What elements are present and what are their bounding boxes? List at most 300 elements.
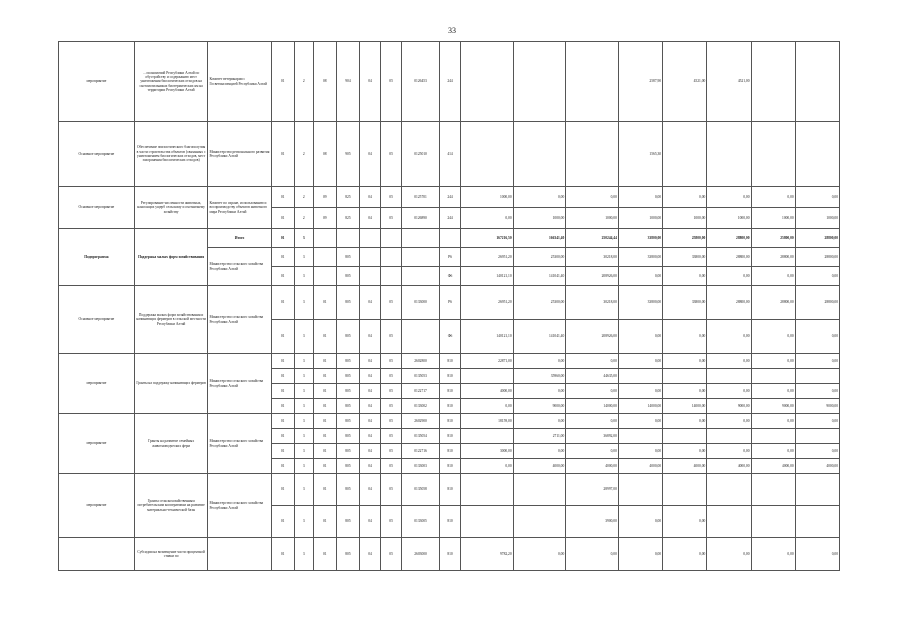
value-cell: 0,00 bbox=[566, 444, 619, 459]
row-name-cell: Гранты сельскохозяйственным потребительским кооперативам на развитие материально-технической базы bbox=[134, 474, 208, 538]
value-cell: 4000,00 bbox=[566, 459, 619, 474]
code-cell: 244 bbox=[439, 208, 460, 229]
value-cell: 25800,00 bbox=[663, 229, 707, 248]
code-cell: 05 bbox=[381, 369, 402, 384]
row-executor-cell: Комитет по охране, использованию и воспроизводству объектов животного мира Республики Алтай bbox=[208, 187, 271, 229]
code-cell: 01 bbox=[313, 474, 336, 506]
value-cell bbox=[566, 122, 619, 187]
code-cell: 904 bbox=[336, 42, 359, 122]
value-cell bbox=[663, 369, 707, 384]
value-cell: 4000,00 bbox=[707, 459, 751, 474]
value-cell: 0,00 bbox=[618, 187, 662, 208]
code-cell: 05 bbox=[381, 384, 402, 399]
code-cell: 05 bbox=[381, 414, 402, 429]
value-cell bbox=[461, 369, 514, 384]
code-cell: 805 bbox=[336, 429, 359, 444]
value-cell: 140121,10 bbox=[461, 320, 514, 354]
table-row bbox=[59, 354, 840, 369]
code-cell: 04 bbox=[360, 444, 381, 459]
code-cell bbox=[402, 248, 440, 267]
value-cell: 1000,00 bbox=[663, 208, 707, 229]
table-body bbox=[59, 42, 840, 571]
value-cell bbox=[663, 429, 707, 444]
code-cell: 805 bbox=[336, 399, 359, 414]
row-type-cell: Основное мероприятие bbox=[59, 286, 135, 354]
value-cell: 0,00 bbox=[513, 444, 566, 459]
code-cell: 01 bbox=[271, 320, 294, 354]
code-cell: 2603000 bbox=[402, 538, 440, 571]
value-cell: 140121,10 bbox=[461, 267, 514, 286]
value-cell bbox=[513, 42, 566, 122]
code-cell: 3 bbox=[294, 429, 313, 444]
value-cell: 0,00 bbox=[795, 267, 839, 286]
row-executor-cell: Министерство сельского хозяйства Республики Алтай bbox=[208, 414, 271, 474]
value-cell: 1000,00 bbox=[751, 208, 795, 229]
value-cell: 0,00 bbox=[663, 320, 707, 354]
value-cell: 30218,00 bbox=[566, 286, 619, 320]
code-cell: 01 bbox=[271, 429, 294, 444]
value-cell: 1000,00 bbox=[513, 208, 566, 229]
row-type-cell: мероприятие bbox=[59, 414, 135, 474]
value-cell bbox=[663, 122, 707, 187]
code-cell: 825 bbox=[336, 208, 359, 229]
code-cell: 805 bbox=[336, 474, 359, 506]
value-cell: 25300,00 bbox=[513, 286, 566, 320]
code-cell: 05 bbox=[381, 399, 402, 414]
code-cell: 0125010 bbox=[402, 122, 440, 187]
row-executor-cell: Министерство сельского хозяйства Республики Алтай bbox=[208, 248, 271, 286]
code-cell bbox=[402, 229, 440, 248]
code-cell: 04 bbox=[360, 286, 381, 320]
row-type-cell: Подпрограмма bbox=[59, 229, 135, 286]
code-cell: 2 bbox=[294, 122, 313, 187]
value-cell: 0,00 bbox=[566, 538, 619, 571]
row-name-cell: Субсидии на возмещение части процентной ставки по bbox=[134, 538, 208, 571]
code-cell: 04 bbox=[360, 384, 381, 399]
value-cell: 2711,00 bbox=[513, 429, 566, 444]
code-cell bbox=[439, 229, 460, 248]
value-cell: 28800,00 bbox=[795, 286, 839, 320]
value-cell: 4521,00 bbox=[663, 42, 707, 122]
code-cell: 01 bbox=[271, 248, 294, 267]
value-cell bbox=[751, 474, 795, 506]
row-type-cell: мероприятие bbox=[59, 474, 135, 538]
code-cell: 05 bbox=[381, 538, 402, 571]
value-cell: 0,00 bbox=[751, 187, 795, 208]
code-cell bbox=[313, 229, 336, 248]
value-cell bbox=[513, 122, 566, 187]
value-cell: 141041,40 bbox=[513, 267, 566, 286]
row-type-cell: Основное мероприятие bbox=[59, 122, 135, 187]
value-cell: 0,00 bbox=[795, 187, 839, 208]
value-cell: 4000,00 bbox=[513, 459, 566, 474]
code-cell: 805 bbox=[336, 369, 359, 384]
value-cell: 33800,00 bbox=[618, 248, 662, 267]
value-cell: 14000,00 bbox=[663, 399, 707, 414]
code-cell: 810 bbox=[439, 414, 460, 429]
code-cell: 805 bbox=[336, 506, 359, 538]
value-cell: 0,00 bbox=[663, 538, 707, 571]
row-type-cell: мероприятие bbox=[59, 42, 135, 122]
code-cell: 0126890 bbox=[402, 208, 440, 229]
code-cell: 3 bbox=[294, 474, 313, 506]
code-cell: 244 bbox=[439, 187, 460, 208]
code-cell: 805 bbox=[336, 414, 359, 429]
code-cell: 04 bbox=[360, 187, 381, 208]
row-executor-cell: Комитет ветеринарии с Госветинспекцией Республики Алтай bbox=[208, 42, 271, 122]
value-cell: 0,00 bbox=[618, 538, 662, 571]
code-cell: 2602900 bbox=[402, 414, 440, 429]
value-cell: 14000,00 bbox=[566, 399, 619, 414]
code-cell: 3 bbox=[294, 538, 313, 571]
value-cell: 0,00 bbox=[707, 538, 751, 571]
code-cell: 01 bbox=[271, 414, 294, 429]
code-cell: 04 bbox=[360, 399, 381, 414]
code-cell: 0135054 bbox=[402, 429, 440, 444]
value-cell: 0,00 bbox=[566, 354, 619, 369]
row-executor-cell: Министерство сельского хозяйства Республики Алтай bbox=[208, 354, 271, 414]
value-cell: 9782,20 bbox=[461, 538, 514, 571]
value-cell: 4000,00 bbox=[751, 459, 795, 474]
code-cell: 01 bbox=[271, 369, 294, 384]
code-cell: 09 bbox=[313, 208, 336, 229]
row-executor-cell: Министерство сельского хозяйства Республики Алтай bbox=[208, 474, 271, 538]
value-cell: 0,00 bbox=[618, 354, 662, 369]
code-cell: 05 bbox=[381, 474, 402, 506]
code-cell: 3 bbox=[294, 384, 313, 399]
code-cell: 0133005 bbox=[402, 506, 440, 538]
code-cell: 0126453 bbox=[402, 42, 440, 122]
code-cell: 244 bbox=[439, 42, 460, 122]
value-cell: 0,00 bbox=[618, 320, 662, 354]
code-cell bbox=[402, 267, 440, 286]
value-cell bbox=[461, 122, 514, 187]
code-cell: 01 bbox=[271, 444, 294, 459]
value-cell bbox=[707, 474, 751, 506]
value-cell: 0,00 bbox=[461, 399, 514, 414]
value-cell: 0,00 bbox=[663, 414, 707, 429]
code-cell: 09 bbox=[313, 187, 336, 208]
value-cell bbox=[461, 506, 514, 538]
page-number: 33 bbox=[448, 26, 456, 35]
value-cell bbox=[707, 506, 751, 538]
value-cell: 0,00 bbox=[618, 384, 662, 399]
code-cell: 2602800 bbox=[402, 354, 440, 369]
code-cell: 810 bbox=[439, 384, 460, 399]
value-cell: 0,00 bbox=[566, 414, 619, 429]
value-cell bbox=[461, 474, 514, 506]
code-cell: 810 bbox=[439, 474, 460, 506]
code-cell bbox=[313, 267, 336, 286]
code-cell: Р6 bbox=[439, 286, 460, 320]
value-cell: 250244,44 bbox=[566, 229, 619, 248]
code-cell: 01 bbox=[271, 384, 294, 399]
value-cell: 0,00 bbox=[663, 267, 707, 286]
code-cell: 05 bbox=[381, 429, 402, 444]
code-cell: 01 bbox=[313, 354, 336, 369]
code-cell: 04 bbox=[360, 320, 381, 354]
value-cell bbox=[513, 506, 566, 538]
row-type-cell: мероприятие bbox=[59, 354, 135, 414]
value-cell: 9000,00 bbox=[513, 399, 566, 414]
code-cell: 3 bbox=[294, 354, 313, 369]
value-cell bbox=[707, 369, 751, 384]
value-cell: 1000,00 bbox=[795, 208, 839, 229]
value-cell: 28800,00 bbox=[707, 229, 751, 248]
value-cell bbox=[751, 369, 795, 384]
code-cell: 805 bbox=[336, 538, 359, 571]
value-cell bbox=[618, 474, 662, 506]
code-cell: 805 bbox=[336, 248, 359, 267]
table-row bbox=[59, 229, 840, 248]
value-cell: 0,00 bbox=[751, 320, 795, 354]
value-cell: 0,00 bbox=[513, 414, 566, 429]
code-cell: 3 bbox=[294, 248, 313, 267]
code-cell: 2 bbox=[294, 187, 313, 208]
value-cell: 28800,00 bbox=[751, 286, 795, 320]
value-cell: 0,00 bbox=[566, 187, 619, 208]
value-cell: 0,00 bbox=[663, 444, 707, 459]
code-cell: 05 bbox=[381, 320, 402, 354]
code-cell: 01 bbox=[313, 506, 336, 538]
value-cell: 0,00 bbox=[461, 459, 514, 474]
value-cell: 0,00 bbox=[513, 354, 566, 369]
value-cell: 0,00 bbox=[513, 384, 566, 399]
value-cell bbox=[513, 474, 566, 506]
code-cell: 05 bbox=[381, 208, 402, 229]
code-cell: 05 bbox=[381, 42, 402, 122]
value-cell: 1565,30 bbox=[618, 122, 662, 187]
code-cell: 01 bbox=[271, 187, 294, 208]
value-cell bbox=[795, 122, 839, 187]
code-cell: 0133002 bbox=[402, 399, 440, 414]
code-cell: 3 bbox=[294, 229, 313, 248]
code-cell bbox=[402, 320, 440, 354]
table-row bbox=[59, 187, 840, 208]
value-cell: 0,00 bbox=[461, 208, 514, 229]
code-cell: Р6 bbox=[439, 248, 460, 267]
value-cell: 166341,40 bbox=[513, 229, 566, 248]
code-cell: 01 bbox=[313, 320, 336, 354]
value-cell bbox=[751, 506, 795, 538]
code-cell: 04 bbox=[360, 42, 381, 122]
value-cell: 4000,00 bbox=[795, 459, 839, 474]
code-cell: 2 bbox=[294, 42, 313, 122]
value-cell: 141041,40 bbox=[513, 320, 566, 354]
value-cell: 22871,00 bbox=[461, 354, 514, 369]
code-cell: 01 bbox=[271, 354, 294, 369]
value-cell: 2587,90 bbox=[618, 42, 662, 122]
code-cell: 01 bbox=[271, 286, 294, 320]
code-cell: 04 bbox=[360, 354, 381, 369]
table-row bbox=[59, 42, 840, 122]
value-cell bbox=[663, 474, 707, 506]
code-cell: 05 bbox=[381, 354, 402, 369]
code-cell: 825 bbox=[336, 187, 359, 208]
value-cell: 1000,00 bbox=[566, 208, 619, 229]
code-cell: 01 bbox=[271, 229, 294, 248]
code-cell: 04 bbox=[360, 369, 381, 384]
value-cell: 9000,00 bbox=[707, 399, 751, 414]
value-cell: 0,00 bbox=[795, 384, 839, 399]
value-cell: 0,00 bbox=[663, 187, 707, 208]
value-cell: 28800,00 bbox=[707, 286, 751, 320]
value-cell: 0,00 bbox=[618, 506, 662, 538]
code-cell: 0135053 bbox=[402, 369, 440, 384]
value-cell: 0,00 bbox=[663, 506, 707, 538]
row-name-cell: Регулирование численности животных, наносящих ущерб сельскому и охотничьему хозяйству bbox=[134, 187, 208, 229]
value-cell bbox=[751, 429, 795, 444]
value-cell: 208926,00 bbox=[566, 267, 619, 286]
value-cell: 28800,00 bbox=[795, 248, 839, 267]
value-cell: 25300,00 bbox=[513, 248, 566, 267]
code-cell: 04 bbox=[360, 459, 381, 474]
code-cell: 01 bbox=[271, 399, 294, 414]
value-cell bbox=[751, 42, 795, 122]
value-cell: 28800,00 bbox=[707, 248, 751, 267]
value-cell bbox=[618, 369, 662, 384]
row-name-cell: Гранты на поддержку начинающих фермеров bbox=[134, 354, 208, 414]
value-cell: 18159,00 bbox=[461, 414, 514, 429]
value-cell: 0,00 bbox=[751, 267, 795, 286]
code-cell: 05 bbox=[381, 506, 402, 538]
code-cell: 01 bbox=[313, 538, 336, 571]
code-cell: 05 bbox=[381, 187, 402, 208]
value-cell: 26951,20 bbox=[461, 248, 514, 267]
value-cell bbox=[795, 474, 839, 506]
row-type-cell bbox=[59, 538, 135, 571]
code-cell: 01 bbox=[271, 267, 294, 286]
code-cell: 805 bbox=[336, 267, 359, 286]
code-cell: 0135058 bbox=[402, 474, 440, 506]
value-cell bbox=[795, 506, 839, 538]
value-cell bbox=[461, 429, 514, 444]
value-cell: 0,00 bbox=[513, 187, 566, 208]
code-cell: 3 bbox=[294, 369, 313, 384]
value-cell: 28997,00 bbox=[566, 474, 619, 506]
code-cell: 05 bbox=[381, 444, 402, 459]
code-cell: 805 bbox=[336, 354, 359, 369]
code-cell: 01 bbox=[271, 208, 294, 229]
table-row bbox=[59, 538, 840, 571]
code-cell: 01 bbox=[313, 286, 336, 320]
value-cell: 0,00 bbox=[707, 414, 751, 429]
value-cell: 28800,00 bbox=[751, 248, 795, 267]
value-cell: 0,00 bbox=[707, 267, 751, 286]
code-cell: Ф6 bbox=[439, 320, 460, 354]
value-cell: 0,00 bbox=[707, 187, 751, 208]
value-cell: 0,00 bbox=[566, 384, 619, 399]
code-cell bbox=[381, 248, 402, 267]
code-cell bbox=[336, 229, 359, 248]
table-row bbox=[59, 286, 840, 320]
code-cell: 810 bbox=[439, 506, 460, 538]
value-cell bbox=[707, 429, 751, 444]
value-cell: 25800,00 bbox=[751, 229, 795, 248]
code-cell: 3 bbox=[294, 414, 313, 429]
value-cell: 0,00 bbox=[751, 384, 795, 399]
code-cell: 01 bbox=[313, 384, 336, 399]
code-cell: 01 bbox=[271, 538, 294, 571]
code-cell: 01 bbox=[313, 414, 336, 429]
code-cell: 810 bbox=[439, 369, 460, 384]
code-cell: 805 bbox=[336, 320, 359, 354]
value-cell: 4000,00 bbox=[461, 384, 514, 399]
row-executor-cell: Министерство сельского хозяйства Республики Алтай bbox=[208, 286, 271, 354]
code-cell: 0133000 bbox=[402, 286, 440, 320]
row-name-cell: Поддержка малых форм хозяйствования bbox=[134, 229, 208, 286]
code-cell: Ф6 bbox=[439, 267, 460, 286]
code-cell: 3 bbox=[294, 459, 313, 474]
code-cell: 805 bbox=[336, 384, 359, 399]
code-cell: 08 bbox=[313, 122, 336, 187]
value-cell: 44635,00 bbox=[566, 369, 619, 384]
code-cell: 805 bbox=[336, 286, 359, 320]
code-cell: 810 bbox=[439, 444, 460, 459]
value-cell: 0,00 bbox=[795, 354, 839, 369]
code-cell: 01 bbox=[271, 42, 294, 122]
row-name-cell: Обеспечение эпизоотического благополучия в части строительства объектов (связанных с уничтожением биологических отходов, мест захоронения биологических отходов) bbox=[134, 122, 208, 187]
value-cell: 0,00 bbox=[618, 267, 662, 286]
value-cell bbox=[795, 42, 839, 122]
code-cell bbox=[381, 229, 402, 248]
row-name-cell: ... полномочий Республики Алтай по обустройству и содержанию мест уничтожения биологических отходов на скотомогильниках биотермических ям на территории Республики Алтай bbox=[134, 42, 208, 122]
code-cell: 01 bbox=[313, 444, 336, 459]
code-cell bbox=[360, 229, 381, 248]
code-cell bbox=[360, 248, 381, 267]
table-row bbox=[59, 474, 840, 506]
code-cell: 2 bbox=[294, 208, 313, 229]
code-cell: 905 bbox=[336, 122, 359, 187]
code-cell bbox=[381, 267, 402, 286]
value-cell: 0,00 bbox=[707, 444, 751, 459]
code-cell: 810 bbox=[439, 429, 460, 444]
code-cell: 01 bbox=[271, 122, 294, 187]
code-cell: 3 bbox=[294, 267, 313, 286]
code-cell: 810 bbox=[439, 354, 460, 369]
code-cell: 04 bbox=[360, 414, 381, 429]
code-cell: 0122716 bbox=[402, 444, 440, 459]
row-executor-cell: Министерство регионального развития Республики Алтай bbox=[208, 122, 271, 187]
code-cell: 414 bbox=[439, 122, 460, 187]
value-cell: 30218,00 bbox=[566, 248, 619, 267]
value-cell: 35960,00 bbox=[513, 369, 566, 384]
total-label-cell: Итого bbox=[208, 229, 271, 248]
code-cell: 01 bbox=[313, 429, 336, 444]
value-cell: 1000,00 bbox=[707, 208, 751, 229]
code-cell bbox=[313, 248, 336, 267]
value-cell: 0,00 bbox=[663, 354, 707, 369]
value-cell bbox=[795, 429, 839, 444]
code-cell: 805 bbox=[336, 444, 359, 459]
value-cell: 0,00 bbox=[795, 444, 839, 459]
value-cell bbox=[795, 369, 839, 384]
code-cell: 01 bbox=[271, 506, 294, 538]
value-cell: 0,00 bbox=[751, 414, 795, 429]
value-cell: 0,00 bbox=[795, 320, 839, 354]
value-cell: 0,00 bbox=[663, 384, 707, 399]
value-cell: 4000,00 bbox=[618, 459, 662, 474]
code-cell bbox=[360, 267, 381, 286]
value-cell: 36892,00 bbox=[566, 429, 619, 444]
value-cell: 33800,00 bbox=[618, 229, 662, 248]
code-cell: 810 bbox=[439, 399, 460, 414]
code-cell: 3 bbox=[294, 506, 313, 538]
row-executor-cell bbox=[208, 538, 271, 571]
code-cell: 0133003 bbox=[402, 459, 440, 474]
code-cell: 01 bbox=[271, 474, 294, 506]
value-cell bbox=[461, 42, 514, 122]
